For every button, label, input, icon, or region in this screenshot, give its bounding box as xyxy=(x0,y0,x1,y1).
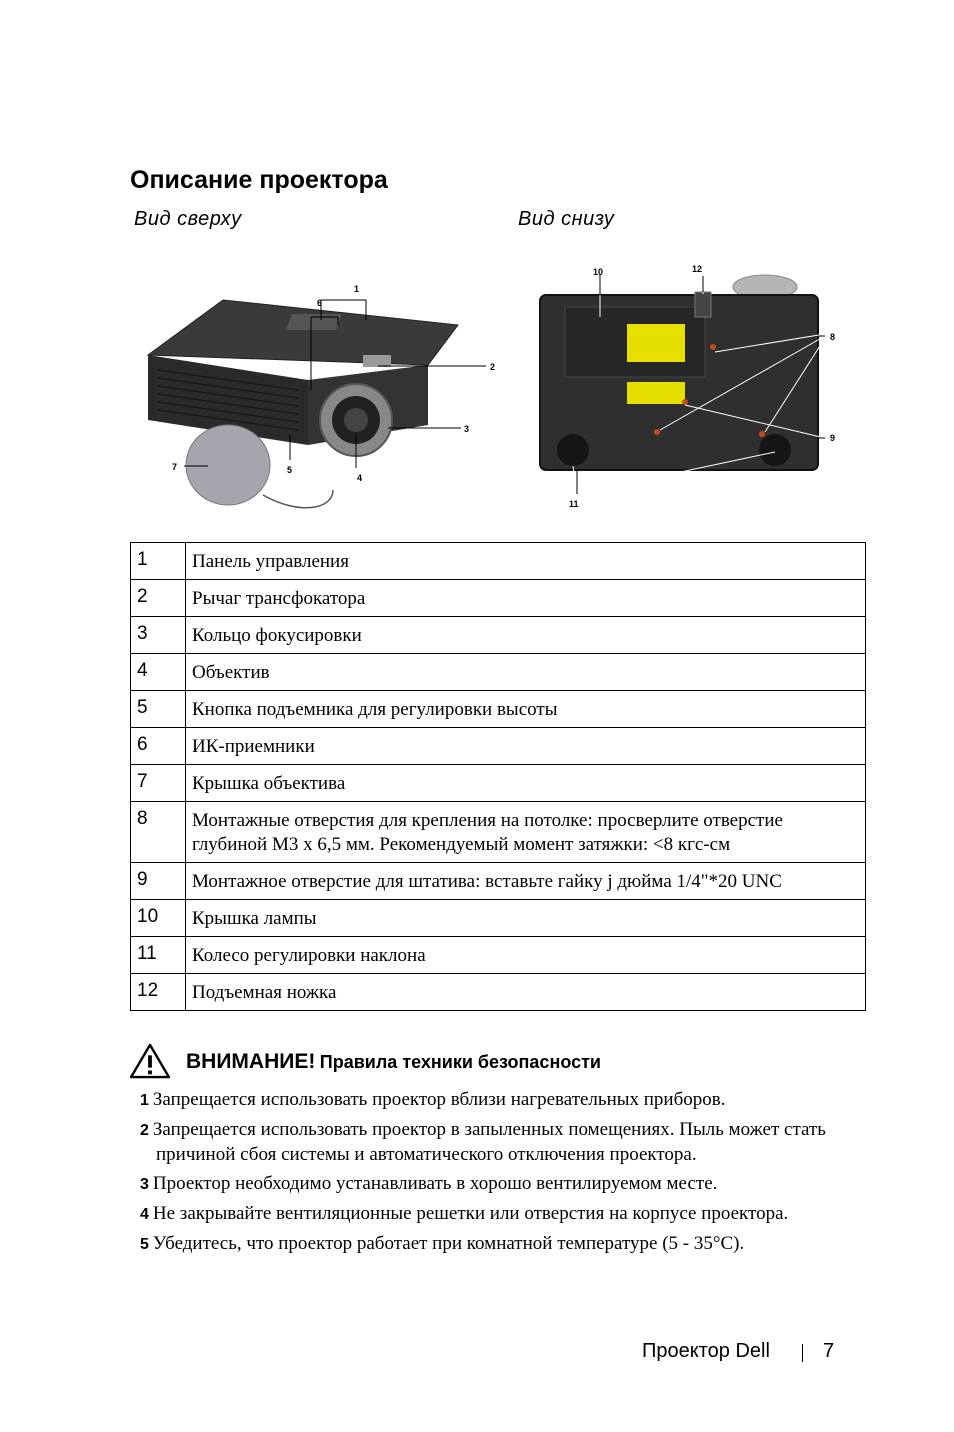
warning-title: Правила техники безопасности xyxy=(319,1052,601,1072)
callout-5: 5 xyxy=(287,465,293,475)
part-number: 3 xyxy=(131,617,186,654)
part-description: Кнопка подъемника для регулировки высоты xyxy=(186,691,866,728)
tilt-wheel-left xyxy=(557,434,589,466)
table-row xyxy=(131,900,866,937)
callout-9: 9 xyxy=(830,433,836,443)
part-description: Объектив xyxy=(186,654,866,691)
table-row xyxy=(131,654,866,691)
callout-1: 1 xyxy=(354,284,360,294)
list-item xyxy=(140,1172,870,1197)
rule-text: Проектор необходимо устанавливать в хорошо вентилируемом месте. xyxy=(152,1173,718,1194)
list-item xyxy=(140,1118,870,1167)
footer-divider xyxy=(802,1344,803,1362)
page-number: 7 xyxy=(823,1340,835,1362)
part-description: Крышка объектива xyxy=(186,765,866,802)
warning-icon xyxy=(128,1043,172,1079)
rule-number: 2 xyxy=(140,1122,149,1139)
warning-label: ВНИМАНИЕ! xyxy=(186,1050,316,1073)
mount-hole-2 xyxy=(654,429,660,435)
warning-heading xyxy=(186,1050,601,1074)
rule-text: Убедитесь, что проектор работает при комнатной температуре (5 - 35°C). xyxy=(152,1233,745,1254)
section-title: Описание проектора xyxy=(130,166,388,194)
table-row xyxy=(131,802,866,863)
part-number: 11 xyxy=(131,937,186,974)
lens-cap-shape xyxy=(186,425,270,505)
mount-hole-1 xyxy=(710,344,716,350)
rule-number: 1 xyxy=(140,1092,149,1109)
rule-number: 3 xyxy=(140,1176,149,1193)
table-row xyxy=(131,691,866,728)
callout-11: 11 xyxy=(569,499,579,509)
safety-rules-list xyxy=(140,1088,870,1262)
table-row xyxy=(131,937,866,974)
rule-text: Не закрывайте вентиляционные решетки или отверстия на корпусе проектора. xyxy=(152,1203,789,1224)
projector-top-view-figure xyxy=(128,270,503,520)
part-description: Кольцо фокусировки xyxy=(186,617,866,654)
part-number: 2 xyxy=(131,580,186,617)
table-row xyxy=(131,617,866,654)
table-row xyxy=(131,765,866,802)
part-number: 7 xyxy=(131,765,186,802)
callout-12: 12 xyxy=(692,264,703,274)
part-description: Колесо регулировки наклона xyxy=(186,937,866,974)
part-description: ИК-приемники xyxy=(186,728,866,765)
table-row xyxy=(131,974,866,1011)
part-number: 6 xyxy=(131,728,186,765)
part-description: Крышка лампы xyxy=(186,900,866,937)
part-description: Монтажное отверстие для штатива: вставьте гайку j дюйма 1/4"*20 UNC xyxy=(186,863,866,900)
yellow-label-2 xyxy=(627,382,685,404)
lens-inner xyxy=(344,408,368,432)
bottom-view-label: Вид снизу xyxy=(518,208,615,230)
rule-number: 4 xyxy=(140,1206,149,1223)
part-number: 8 xyxy=(131,802,186,863)
part-number: 9 xyxy=(131,863,186,900)
rule-text: Запрещается использовать проектор вблизи нагревательных приборов. xyxy=(152,1089,726,1110)
yellow-label-1 xyxy=(627,324,685,362)
part-description: Монтажные отверстия для крепления на потолке: просверлите отверстие глубиной M3 x 6,5 мм. Рекомендуемый момент затяжки: <8 кгс-см xyxy=(186,802,866,863)
part-number: 4 xyxy=(131,654,186,691)
table-row xyxy=(131,728,866,765)
top-view-label: Вид сверху xyxy=(134,208,242,230)
callout-6: 6 xyxy=(317,298,323,308)
parts-table xyxy=(130,542,866,1011)
part-number: 1 xyxy=(131,543,186,580)
list-item xyxy=(140,1232,870,1257)
part-number: 5 xyxy=(131,691,186,728)
part-description: Подъемная ножка xyxy=(186,974,866,1011)
projector-bottom-view-figure xyxy=(535,262,845,512)
rule-text: Запрещается использовать проектор в запыленных помещениях. Пыль может стать причиной сбоя системы и автоматического отключения проектора. xyxy=(152,1119,826,1165)
control-panel-shape xyxy=(286,314,342,330)
part-description: Рычаг трансфокатора xyxy=(186,580,866,617)
part-number: 10 xyxy=(131,900,186,937)
callout-7: 7 xyxy=(172,462,178,472)
callout-8: 8 xyxy=(830,332,836,342)
mount-hole-3 xyxy=(759,431,765,437)
callout-3: 3 xyxy=(464,424,470,434)
projector-body-top xyxy=(148,300,458,365)
table-row xyxy=(131,580,866,617)
rule-number: 5 xyxy=(140,1236,149,1253)
callout-4: 4 xyxy=(357,473,363,483)
zoom-lever-shape xyxy=(363,355,391,367)
callout-2: 2 xyxy=(490,362,496,372)
lens-cap-cord xyxy=(263,490,333,508)
footer-product: Проектор Dell xyxy=(642,1340,770,1362)
list-item xyxy=(140,1202,870,1227)
table-row xyxy=(131,543,866,580)
tilt-wheel-right xyxy=(759,434,791,466)
callout-10: 10 xyxy=(593,267,604,277)
elevator-foot-shape xyxy=(695,292,711,317)
part-description: Панель управления xyxy=(186,543,866,580)
tripod-hole xyxy=(682,399,688,405)
table-row xyxy=(131,863,866,900)
part-number: 12 xyxy=(131,974,186,1011)
list-item xyxy=(140,1088,870,1113)
